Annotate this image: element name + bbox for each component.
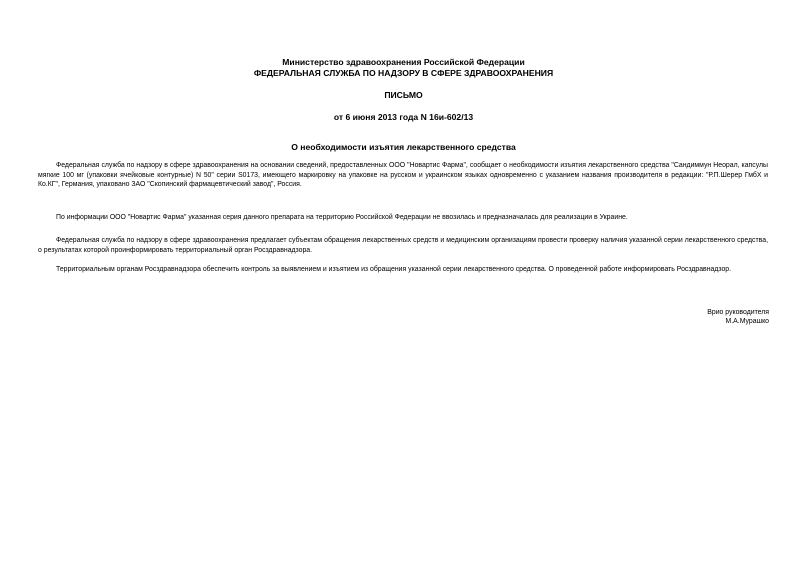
ministry-name: Министерство здравоохранения Российской Федерации [282,57,525,67]
paragraph-3: Федеральная служба по надзору в сфере здравоохранения предлагает субъектам обращения лекарственных средств и медицинским организациям провести проверку наличия указанной серии лекарственного средства, о результатах которой проинформировать территориальный орган Росздравнадзора. [38,237,768,254]
signature-name: М.А.Мурашко [725,318,769,325]
signature-title: Врио руководителя [707,309,769,316]
paragraph-4: Территориальным органам Росздравнадзора обеспечить контроль за выявлением и изъятием из обращения указанной серии лекарственного средства. О проведенной работе информировать Росздравнадзор. [56,266,732,273]
service-name: ФЕДЕРАЛЬНАЯ СЛУЖБА ПО НАДЗОРУ В СФЕРЕ ЗДРАВООХРАНЕНИЯ [253,68,554,78]
paragraph-2: По информации ООО "Новартис Фарма" указанная серия данного препарата на территорию Российской Федерации не ввозилась и предназначалась для реализации в Украине. [56,214,628,221]
document-date-number: от 6 июня 2013 года N 16и-602/13 [333,112,474,122]
document-type: ПИСЬМО [384,90,423,100]
document-subject: О необходимости изъятия лекарственного средства [291,142,516,152]
paragraph-1: Федеральная служба по надзору в сфере здравоохранения на основании сведений, предоставленных ООО "Новартис Фарма", сообщает о необходимости изъятия лекарственного средства "Сандиммун Неорал, капсулы мягкие 100 мг (упаковки ячейковые контурные) N 50" серии S0173, имеющего маркировку на упаковке на русском и украинском языках одновременно с указанием названия производителя в редакции: "Р.П.Шерер ГмбХ и Ко.КГ", Германия, упаковано ЗАО "Скопинский фармацевтический завод", Россия. [38,162,768,188]
